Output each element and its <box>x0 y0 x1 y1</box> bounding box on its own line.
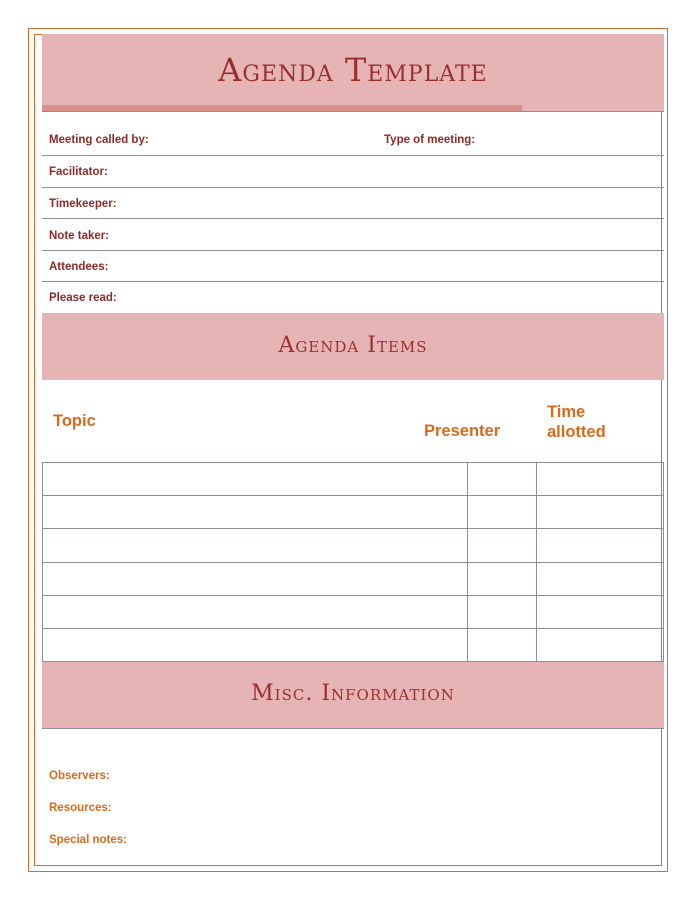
special-notes-label: Special notes: <box>49 834 127 846</box>
type-of-meeting-label: Type of meeting: <box>384 134 476 146</box>
facilitator-row[interactable] <box>42 156 664 188</box>
column-header-time-allotted <box>547 402 606 442</box>
table-row[interactable] <box>43 596 467 628</box>
table-row[interactable] <box>43 629 467 661</box>
title-band-bottom-line <box>42 111 664 112</box>
table-row[interactable] <box>43 563 467 595</box>
attendees-label: Attendees: <box>49 261 109 273</box>
note-taker-row[interactable] <box>42 219 664 251</box>
table-column-divider <box>536 462 537 661</box>
observers-label: Observers: <box>49 770 110 782</box>
resources-label: Resources: <box>49 802 112 814</box>
attendees-row[interactable] <box>42 251 664 282</box>
column-header-time-line1: Time <box>547 403 586 421</box>
please-read-row[interactable] <box>42 282 664 313</box>
column-header-topic: Topic <box>53 412 96 430</box>
meeting-called-by-row[interactable] <box>42 124 664 156</box>
note-taker-label: Note taker: <box>49 230 110 242</box>
table-row[interactable] <box>43 496 467 528</box>
misc-information-heading: Misc. Information <box>251 681 455 706</box>
table-column-divider <box>467 462 468 661</box>
table-row[interactable] <box>43 529 467 562</box>
column-header-presenter: Presenter <box>424 422 501 440</box>
table-row[interactable] <box>43 463 467 495</box>
page-title: Agenda Template <box>218 51 488 89</box>
meeting-called-by-label: Meeting called by: <box>49 134 149 146</box>
column-header-time-line2: allotted <box>547 423 606 441</box>
please-read-label: Please read: <box>49 292 117 304</box>
facilitator-label: Facilitator: <box>49 166 108 178</box>
timekeeper-row[interactable] <box>42 188 664 219</box>
table-right-border <box>663 462 664 661</box>
timekeeper-label: Timekeeper: <box>49 198 117 210</box>
agenda-items-heading: Agenda Items <box>278 333 428 358</box>
